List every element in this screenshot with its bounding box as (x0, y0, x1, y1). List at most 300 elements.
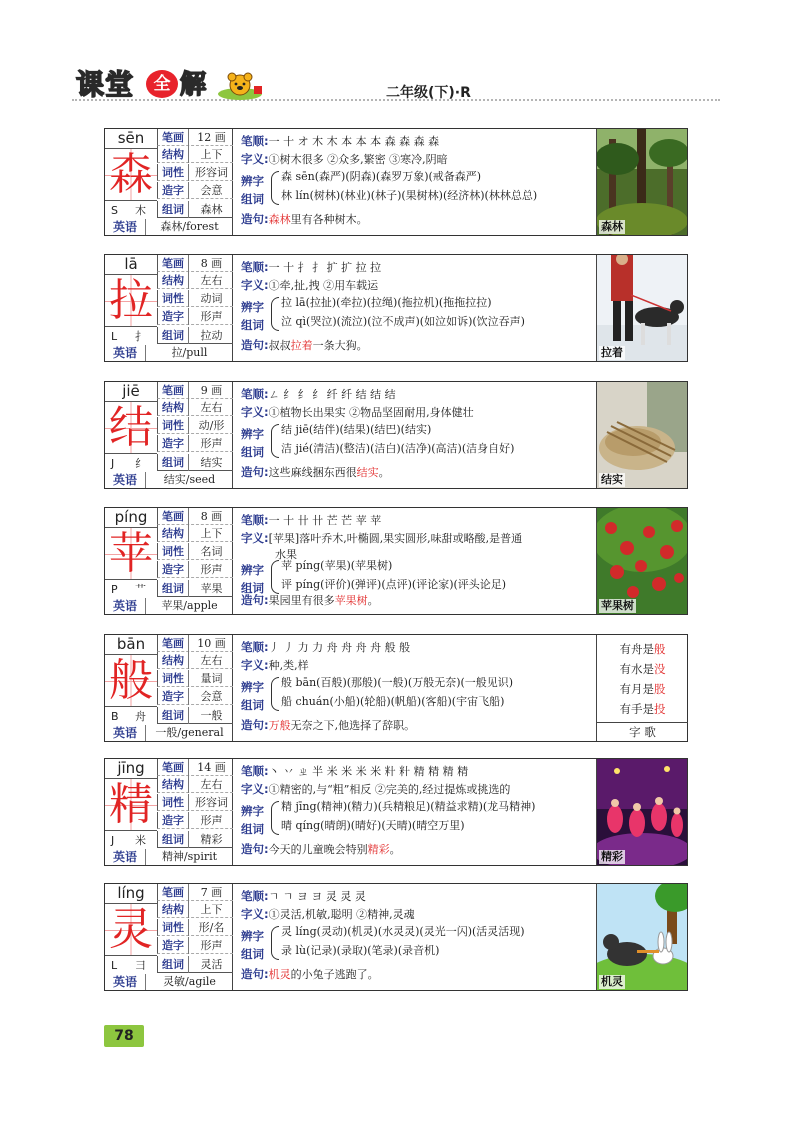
english-value: 灵敏/agile (145, 974, 233, 990)
formation-row (157, 435, 233, 452)
formation-label: 造字 (162, 690, 184, 703)
formation-value: 形声 (188, 308, 234, 325)
sentence-keyword: 机灵 (268, 968, 291, 981)
word-label: 组词 (162, 582, 184, 595)
english-label: 英语 (112, 346, 137, 360)
sentence-label: 造句: (241, 718, 269, 732)
initial-letter: P (111, 583, 118, 596)
illustration-image (596, 884, 687, 990)
distinguish-line-2: 泣 qì(哭泣)(流泣)(泣不成声)(如泣如诉)(饮泣吞声) (281, 315, 525, 328)
formation-value: 形声 (188, 937, 234, 954)
brand-text-left: 课堂 (76, 68, 135, 101)
formation-row (157, 561, 233, 578)
group-label: 组词 (241, 698, 264, 712)
part-of-speech-label: 词性 (162, 672, 184, 685)
structure-label: 结构 (162, 778, 184, 791)
sentence-end: 无奈之下,他选择了辞职。 (290, 719, 416, 732)
sentence-end: 一条大狗。 (312, 339, 368, 352)
char-grid: 结 (105, 401, 157, 454)
illustration-image (596, 382, 687, 488)
stroke-order-label: 笔顺: (241, 134, 269, 148)
word-label: 组词 (162, 833, 184, 846)
image-caption: 精彩 (601, 850, 623, 863)
radical: 木 (135, 204, 146, 217)
stroke-count-label: 笔画 (162, 761, 184, 774)
meaning-line (241, 277, 378, 294)
char-card (104, 634, 688, 742)
group-label: 组词 (241, 192, 264, 206)
sentence-label: 造句: (241, 465, 269, 479)
structure-label: 结构 (162, 903, 184, 916)
part-of-speech-row (157, 794, 233, 811)
char-detail-panel (237, 759, 597, 865)
meaning-cont: 水果 (275, 548, 297, 561)
radical-row (105, 455, 157, 472)
distinguish-line-2: 晴 qíng(晴朗)(晴好)(天晴)(晴空万里) (281, 819, 465, 832)
word-value: 结实 (188, 454, 234, 471)
group-label: 组词 (241, 318, 264, 332)
char-grid: 灵 (105, 903, 157, 956)
sentence-end: 。 (389, 843, 401, 856)
structure-value: 上下 (188, 901, 234, 918)
meaning: ①精密的,与“粗”相反 ②完美的,经过提炼或挑选的 (268, 783, 511, 796)
stroke-count-value: 10 画 (188, 635, 234, 652)
part-of-speech-value: 名词 (188, 543, 234, 560)
distinguish-line-1: 灵 líng(灵动)(机灵)(水灵灵)(灵光一闪)(活灵活现) (281, 925, 525, 938)
formation-label: 造字 (162, 563, 184, 576)
stroke-count-value: 8 画 (188, 255, 234, 272)
meaning-line (241, 530, 522, 547)
sentence-label: 造句: (241, 967, 269, 981)
group-label: 组词 (241, 947, 264, 961)
part-of-speech-value: 形/名 (188, 919, 234, 936)
char-info-panel (105, 884, 233, 990)
stroke-count-value: 12 画 (188, 129, 234, 146)
char-detail-panel (237, 508, 597, 614)
formation-row (157, 182, 233, 199)
formation-label: 造字 (162, 814, 184, 827)
stroke-order-label: 笔顺: (241, 387, 269, 401)
part-of-speech-row (157, 670, 233, 687)
brace (271, 926, 279, 960)
distinguish-label: 辨字 (241, 563, 264, 577)
radical-row (105, 328, 157, 345)
sentence-start: 这些麻线捆东西很 (268, 466, 357, 479)
illustration-image (596, 255, 687, 361)
distinguish-label: 辨字 (241, 174, 264, 188)
stroke-order: 丿 丿 力 力 舟 舟 舟 舟 般 般 (268, 641, 411, 654)
formation-row (157, 308, 233, 325)
english-value: 拉/pull (145, 345, 233, 361)
stroke-order-line (241, 386, 396, 403)
formation-value: 会意 (188, 182, 234, 199)
word-row (157, 327, 233, 344)
stroke-order-label: 笔顺: (241, 889, 269, 903)
poem-title: 字 歌 (597, 722, 688, 741)
stroke-count-value: 8 画 (188, 508, 234, 525)
char-card (104, 758, 688, 866)
sentence-line (241, 592, 379, 609)
english-label: 英语 (112, 473, 137, 487)
meaning: ①植物长出果实 ②物品坚固耐用,身体健壮 (268, 406, 474, 419)
structure-value: 左右 (188, 652, 234, 669)
sentence-line (241, 717, 415, 734)
stroke-order: ㄱ ㄱ ヨ ヨ 灵 灵 灵 (268, 890, 366, 903)
distinguish-line-2: 录 lù(记录)(录取)(笔录)(录音机) (281, 944, 440, 957)
char-info-panel (105, 129, 233, 235)
illustration-image (596, 759, 687, 865)
stroke-count-row (157, 884, 233, 901)
structure-value: 上下 (188, 525, 234, 542)
page-number: 78 (104, 1025, 144, 1047)
english-label: 英语 (112, 850, 137, 864)
meaning-line (241, 906, 415, 923)
formation-value: 形声 (188, 435, 234, 452)
meaning-label: 字义: (241, 278, 269, 292)
image-caption: 苹果树 (601, 599, 634, 612)
brace (271, 424, 279, 458)
meaning: ①灵活,机敏,聪明 ②精神,灵魂 (268, 908, 415, 921)
grade-label: 二年级(下)·R (386, 85, 471, 101)
char-detail-panel (237, 129, 597, 235)
stroke-count-label: 笔画 (162, 257, 184, 270)
group-label: 组词 (241, 445, 264, 459)
char-detail-panel (237, 382, 597, 488)
word-value: 一般 (188, 707, 234, 724)
structure-row (157, 272, 233, 289)
char-detail-panel (237, 255, 597, 361)
char-grid: 森 (105, 148, 157, 201)
meaning-line (241, 781, 510, 798)
word-label: 组词 (162, 709, 184, 722)
pinyin: sēn (117, 129, 145, 147)
formation-row (157, 937, 233, 954)
group-label: 组词 (241, 822, 264, 836)
char-card (104, 507, 688, 615)
distinguish-line-1: 拉 lā(拉扯)(牵拉)(拉绳)(拖拉机)(拖拖拉拉) (281, 296, 492, 309)
pinyin: líng (117, 884, 145, 902)
stroke-order-label: 笔顺: (241, 260, 269, 274)
sentence-label: 造句: (241, 338, 269, 352)
distinguish-line-2: 林 lín(树林)(林业)(林子)(果树林)(经济林)(林林总总) (281, 189, 538, 202)
brace (271, 297, 279, 331)
part-of-speech-value: 动词 (188, 290, 234, 307)
image-caption: 森林 (601, 220, 623, 233)
word-label: 组词 (162, 329, 184, 342)
formation-label: 造字 (162, 184, 184, 197)
part-of-speech-label: 词性 (162, 796, 184, 809)
radical-row (105, 957, 157, 974)
part-of-speech-label: 词性 (162, 545, 184, 558)
sentence-line (241, 966, 379, 983)
structure-label: 结构 (162, 527, 184, 540)
char-detail-panel (237, 635, 597, 741)
meaning-line (241, 151, 448, 168)
radical: 米 (135, 834, 146, 847)
char-card (104, 381, 688, 489)
part-of-speech-row (157, 164, 233, 181)
structure-row (157, 652, 233, 669)
sentence-end: 里有各种树木。 (290, 213, 368, 226)
char-info-panel (105, 255, 233, 361)
pinyin: bān (116, 635, 146, 653)
radical: 舟 (135, 710, 146, 723)
structure-row (157, 525, 233, 542)
word-row (157, 201, 233, 218)
char-info-panel (105, 508, 233, 614)
distinguish-label: 辨字 (241, 929, 264, 943)
formation-label: 造字 (162, 310, 184, 323)
radical-row (105, 581, 157, 598)
word-row (157, 831, 233, 848)
radical: 彐 (135, 959, 146, 972)
char-info-panel (105, 382, 233, 488)
sentence-line (241, 211, 368, 228)
brand-text-right: 解 (180, 70, 207, 100)
sentence-keyword: 结实 (356, 466, 379, 479)
stroke-order-line (241, 639, 410, 656)
stroke-count-label: 笔画 (162, 384, 184, 397)
image-caption: 机灵 (601, 975, 623, 988)
part-of-speech-row (157, 919, 233, 936)
structure-label: 结构 (162, 148, 184, 161)
structure-row (157, 901, 233, 918)
stroke-count-row (157, 129, 233, 146)
part-of-speech-value: 动/形 (188, 417, 234, 434)
stroke-order-line (241, 512, 381, 529)
char-card (104, 883, 688, 991)
meaning-label: 字义: (241, 152, 269, 166)
poem-char: 般 (654, 642, 666, 656)
initial-letter: S (111, 204, 118, 217)
stroke-count-label: 笔画 (162, 131, 184, 144)
word-label: 组词 (162, 958, 184, 971)
word-value: 苹果 (188, 580, 234, 597)
initial-letter: L (111, 330, 118, 343)
english-value: 精神/spirit (145, 849, 233, 865)
structure-value: 左右 (188, 776, 234, 793)
stroke-count-label: 笔画 (162, 637, 184, 650)
stroke-count-value: 14 画 (188, 759, 234, 776)
char-card (104, 254, 688, 362)
initial-letter: J (111, 834, 115, 847)
sentence-start: 果园里有很多 (268, 594, 335, 607)
pinyin: jiē (122, 382, 140, 400)
sentence-label: 造句: (241, 842, 269, 856)
word-row (157, 707, 233, 724)
stroke-order-line (241, 888, 366, 905)
initial-letter: J (111, 457, 115, 470)
word-label: 组词 (162, 203, 184, 216)
pinyin: lā (124, 255, 138, 273)
structure-row (157, 399, 233, 416)
char-grid: 般 (105, 654, 157, 707)
stroke-count-row (157, 382, 233, 399)
stroke-order-line (241, 133, 439, 150)
part-of-speech-value: 形容词 (188, 164, 234, 181)
sentence-keyword: 苹果树 (334, 594, 368, 607)
meaning-label: 字义: (241, 907, 269, 921)
char-info-panel (105, 635, 233, 741)
stroke-count-value: 7 画 (188, 884, 234, 901)
sentence-end: 。 (378, 466, 390, 479)
sentence-keyword: 精彩 (367, 843, 390, 856)
poem-char: 股 (654, 682, 666, 696)
english-label: 英语 (112, 975, 137, 989)
stroke-order-line (241, 763, 468, 780)
radical-row (105, 832, 157, 849)
initial-letter: B (111, 710, 119, 723)
group-label: 组词 (241, 581, 264, 595)
english-label: 英语 (112, 220, 137, 234)
stroke-count-row (157, 759, 233, 776)
distinguish-line-2: 船 chuán(小船)(轮船)(帆船)(客船)(宇宙飞船) (281, 695, 505, 708)
formation-value: 形声 (188, 561, 234, 578)
word-value: 森林 (188, 201, 234, 218)
poem-char: 投 (654, 702, 666, 716)
image-caption: 结实 (601, 473, 623, 486)
meaning: [苹果]落叶乔木,叶椭圆,果实圆形,味甜或略酸,是普通 (268, 532, 523, 545)
radical: 扌 (135, 330, 146, 343)
sentence-line (241, 337, 368, 354)
word-label: 组词 (162, 456, 184, 469)
poem-char: 没 (654, 662, 666, 676)
char-info-panel (105, 759, 233, 865)
illustration-image (596, 508, 687, 614)
char-grid: 精 (105, 778, 157, 831)
distinguish-label: 辨字 (241, 427, 264, 441)
radical-row (105, 202, 157, 219)
sentence-line (241, 464, 390, 481)
sentence-label: 造句: (241, 593, 269, 607)
formation-row (157, 812, 233, 829)
meaning-label: 字义: (241, 405, 269, 419)
word-row (157, 956, 233, 973)
distinguish-line-1: 森 sēn(森严)(阴森)(森罗万象)(戒备森严) (281, 170, 482, 183)
structure-value: 左右 (188, 399, 234, 416)
sentence-end: 。 (367, 594, 379, 607)
english-label: 英语 (112, 599, 137, 613)
stroke-count-value: 9 画 (188, 382, 234, 399)
word-value: 灵活 (188, 956, 234, 973)
stroke-count-label: 笔画 (162, 510, 184, 523)
distinguish-line-2: 评 píng(评价)(弹评)(点评)(评论家)(评头论足) (281, 578, 507, 591)
brace (271, 677, 279, 711)
image-caption: 拉着 (601, 346, 623, 359)
stroke-order-label: 笔顺: (241, 513, 269, 527)
pinyin: jīng (117, 759, 145, 777)
char-grid: 苹 (105, 527, 157, 580)
english-value: 森林/forest (145, 219, 233, 235)
formation-value: 形声 (188, 812, 234, 829)
part-of-speech-row (157, 417, 233, 434)
stroke-order: 丶 丷 ㄓ 半 米 米 米 米 籵 籵 精 精 精 精 (268, 765, 469, 778)
part-of-speech-label: 词性 (162, 292, 184, 305)
illustration-image (596, 129, 687, 235)
distinguish-label: 辨字 (241, 680, 264, 694)
formation-label: 造字 (162, 939, 184, 952)
distinguish-line-1: 精 jīng(精神)(精力)(兵精粮足)(精益求精)(龙马精神) (281, 800, 536, 813)
distinguish-line-1: 苹 píng(苹果)(苹果树) (281, 559, 393, 572)
sentence-start: 叔叔 (268, 339, 291, 352)
distinguish-label: 辨字 (241, 300, 264, 314)
meaning: ①牵,扯,拽 ②用车载运 (268, 279, 379, 292)
english-value: 一般/general (145, 725, 233, 741)
distinguish-line-1: 般 bān(百般)(那般)(一般)(万般无奈)(一般见识) (281, 676, 514, 689)
english-value: 结实/seed (145, 472, 233, 488)
word-value: 拉动 (188, 327, 234, 344)
pinyin: píng (114, 508, 148, 526)
word-row (157, 454, 233, 471)
char-grid: 拉 (105, 274, 157, 327)
poem-line (597, 639, 688, 659)
poem-text: 有舟是 (619, 642, 654, 656)
bear-mascot-icon (216, 72, 264, 100)
structure-label: 结构 (162, 401, 184, 414)
char-detail-panel (237, 884, 597, 990)
meaning: ①树木很多 ②众多,繁密 ③寒冷,阴暗 (268, 153, 448, 166)
meaning-label: 字义: (241, 782, 269, 796)
meaning-line (241, 404, 474, 421)
sentence-start: 今天的儿童晚会特别 (268, 843, 368, 856)
part-of-speech-value: 形容词 (188, 794, 234, 811)
distinguish-line-1: 结 jiē(结伴)(结果)(结巴)(结实) (281, 423, 432, 436)
stroke-order-line (241, 259, 381, 276)
structure-label: 结构 (162, 274, 184, 287)
radical-row (105, 708, 157, 725)
distinguish-label: 辨字 (241, 804, 264, 818)
poem-text: 有水是 (619, 662, 654, 676)
structure-value: 左右 (188, 272, 234, 289)
structure-value: 上下 (188, 146, 234, 163)
sentence-line (241, 841, 401, 858)
sentence-keyword: 森林 (268, 213, 291, 226)
char-poem (596, 635, 687, 741)
stroke-order-label: 笔顺: (241, 640, 269, 654)
brace (271, 171, 279, 205)
part-of-speech-label: 词性 (162, 921, 184, 934)
meaning: 种,类,样 (268, 659, 309, 672)
initial-letter: L (111, 959, 118, 972)
word-row (157, 580, 233, 597)
stroke-order-label: 笔顺: (241, 764, 269, 778)
formation-label: 造字 (162, 437, 184, 450)
part-of-speech-row (157, 543, 233, 560)
stroke-count-label: 笔画 (162, 886, 184, 899)
part-of-speech-label: 词性 (162, 166, 184, 179)
formation-row (157, 688, 233, 705)
stroke-order: 一 十 オ 木 木 本 本 本 森 森 森 森 (268, 135, 440, 148)
part-of-speech-label: 词性 (162, 419, 184, 432)
part-of-speech-value: 量词 (188, 670, 234, 687)
poem-text: 有月是 (619, 682, 654, 696)
stroke-order: 一 十 扌 扌 扩 扩 拉 拉 (268, 261, 382, 274)
brace (271, 560, 279, 594)
english-label: 英语 (112, 726, 137, 740)
stroke-count-row (157, 508, 233, 525)
stroke-count-row (157, 635, 233, 652)
stroke-count-row (157, 255, 233, 272)
poem-text: 有手是 (619, 702, 654, 716)
meaning-line (241, 657, 309, 674)
stroke-order: ㄥ 纟 纟 纟 纤 纤 结 结 结 (268, 388, 396, 401)
sentence-end: 的小兔子逃跑了。 (290, 968, 379, 981)
stroke-order: 一 十 卄 卄 芒 芒 苹 苹 (268, 514, 382, 527)
radical: 艹 (135, 583, 146, 596)
part-of-speech-row (157, 290, 233, 307)
structure-label: 结构 (162, 654, 184, 667)
page-header (72, 66, 720, 106)
